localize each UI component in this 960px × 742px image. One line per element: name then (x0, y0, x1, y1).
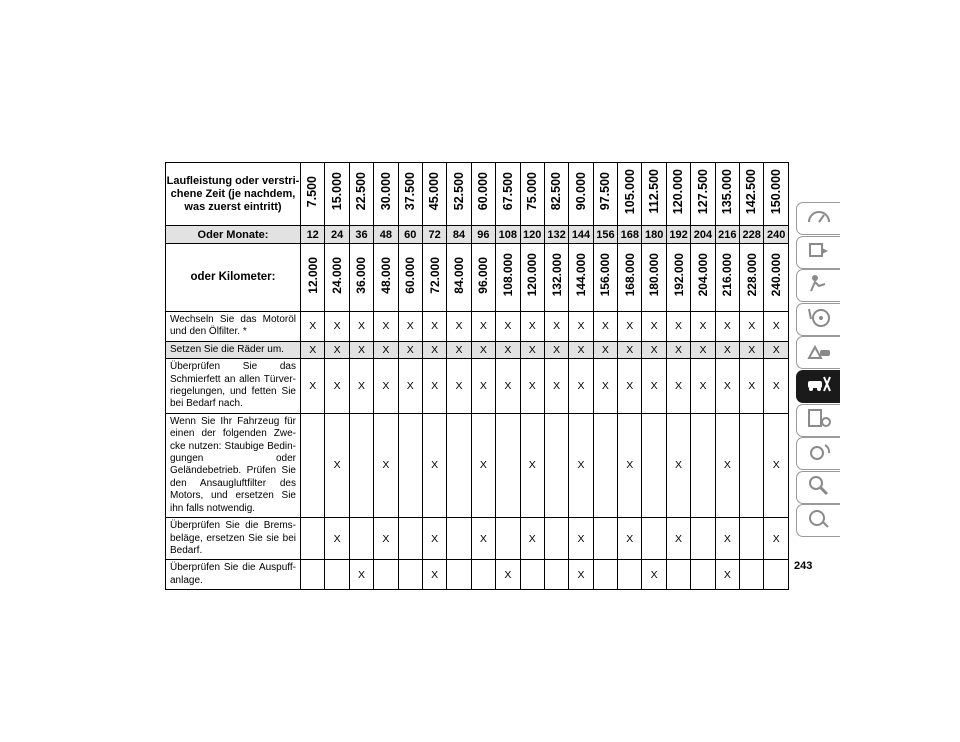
months-value: 96 (471, 226, 495, 244)
km-value: 60.000 (403, 256, 418, 294)
service-mark: X (398, 341, 422, 358)
table-row (166, 341, 789, 358)
chapter-tab-magnifier[interactable] (796, 471, 840, 504)
miles-header-cell (496, 163, 520, 226)
miles-header-cell (764, 163, 789, 226)
service-mark: X (422, 518, 446, 560)
miles-value: 120.000 (671, 168, 686, 215)
km-value: 204.000 (695, 253, 710, 297)
service-mark (544, 413, 568, 517)
page-number: 243 (794, 560, 813, 572)
service-mark: X (642, 312, 666, 342)
months-value: 216 (715, 226, 739, 244)
service-mark: X (764, 413, 789, 517)
service-mark: X (301, 312, 325, 342)
km-value: 192.000 (671, 253, 686, 297)
miles-header-cell (471, 163, 495, 226)
task-description: Überprüfen Sie das Schmierfett an allen Türver-riegelungen, und fetten Sie bei Bedarf nach. (166, 359, 301, 414)
service-mark (447, 413, 471, 517)
service-mark: X (471, 413, 495, 517)
km-value: 72.000 (427, 256, 442, 294)
service-mark: X (715, 413, 739, 517)
km-header-cell (520, 244, 544, 312)
service-mark (593, 413, 617, 517)
service-mark: X (715, 560, 739, 590)
service-mark: X (422, 312, 446, 342)
km-value: 108.000 (500, 253, 515, 297)
table-row (166, 518, 789, 560)
miles-header-row (166, 163, 789, 226)
miles-value: 127.500 (695, 168, 710, 215)
service-mark: X (325, 518, 349, 560)
service-mark: X (398, 312, 422, 342)
service-mark: X (764, 312, 789, 342)
table-row (166, 312, 789, 342)
table-row (166, 413, 789, 517)
km-value: 144.000 (573, 253, 588, 297)
service-mark: X (447, 341, 471, 358)
service-mark: X (764, 518, 789, 560)
service-mark: X (374, 341, 398, 358)
service-mark: X (691, 341, 715, 358)
miles-header-cell (569, 163, 593, 226)
steering-wheel-icon (805, 305, 833, 334)
chapter-tab-steering-wheel[interactable] (796, 303, 840, 336)
chapter-tabs (796, 202, 840, 538)
service-mark: X (666, 341, 690, 358)
km-value: 12.000 (305, 256, 320, 294)
months-value: 156 (593, 226, 617, 244)
service-mark (618, 560, 642, 590)
km-header-cell (764, 244, 789, 312)
service-mark: X (618, 341, 642, 358)
km-header-cell (349, 244, 373, 312)
service-mark: X (666, 359, 690, 414)
service-mark (349, 413, 373, 517)
magnifier-icon (805, 473, 833, 502)
language-icon (805, 506, 833, 535)
service-mark: X (422, 413, 446, 517)
task-description: Überprüfen Sie die Brems-beläge, ersetzen Sie sie bei Bedarf. (166, 518, 301, 560)
table-row (166, 560, 789, 590)
miles-header-cell (374, 163, 398, 226)
task-description: Wenn Sie Ihr Fahrzeug für einen der folgenden Zwe-cke nutzen: Staubige Bedin-gungen oder Geländebetrieb. Prüfen Sie den Ansaugluftfilter des Motors, und ersetzen Sie ihn falls notwendig. (166, 413, 301, 517)
km-header-cell (715, 244, 739, 312)
months-value: 228 (740, 226, 764, 244)
service-mark: X (618, 312, 642, 342)
miles-header-cell (520, 163, 544, 226)
service-mark (496, 413, 520, 517)
miles-header-cell (325, 163, 349, 226)
service-mark: X (520, 518, 544, 560)
km-header-cell (691, 244, 715, 312)
service-mark: X (715, 359, 739, 414)
service-mark: X (593, 359, 617, 414)
miles-value: 150.000 (768, 168, 783, 215)
service-mark: X (520, 312, 544, 342)
km-value: 180.000 (647, 253, 662, 297)
service-mark: X (544, 312, 568, 342)
km-header-cell (740, 244, 764, 312)
service-mark: X (569, 359, 593, 414)
service-mark: X (544, 341, 568, 358)
chapter-tab-warning-car[interactable] (796, 336, 840, 369)
warning-car-icon (805, 338, 833, 367)
months-value: 36 (349, 226, 373, 244)
service-mark: X (496, 312, 520, 342)
months-header-row (166, 226, 789, 244)
service-mark (447, 518, 471, 560)
km-value: 24.000 (330, 256, 345, 294)
service-mark (496, 518, 520, 560)
service-mark: X (422, 359, 446, 414)
miles-value: 75.000 (524, 172, 539, 211)
service-mark (740, 560, 764, 590)
km-header-cell (496, 244, 520, 312)
km-header-row (166, 244, 789, 312)
months-header-label: Oder Monate: (166, 226, 301, 244)
miles-value: 112.500 (646, 169, 661, 214)
service-mark (691, 518, 715, 560)
miles-value: 142.500 (744, 168, 759, 215)
service-mark (520, 560, 544, 590)
km-header-cell (642, 244, 666, 312)
miles-value: 15.000 (329, 172, 344, 211)
km-header-cell (447, 244, 471, 312)
miles-value: 67.500 (500, 172, 515, 211)
service-mark (398, 413, 422, 517)
service-mark (349, 518, 373, 560)
service-mark: X (569, 560, 593, 590)
service-mark (301, 518, 325, 560)
service-mark: X (715, 518, 739, 560)
km-header-cell (569, 244, 593, 312)
service-mark: X (325, 341, 349, 358)
miles-header-cell (642, 163, 666, 226)
miles-header-cell (544, 163, 568, 226)
chapter-tab-multimedia[interactable] (796, 437, 840, 470)
months-value: 132 (544, 226, 568, 244)
service-mark (301, 413, 325, 517)
km-header-cell (471, 244, 495, 312)
months-value: 12 (301, 226, 325, 244)
months-value: 240 (764, 226, 789, 244)
km-value: 84.000 (452, 256, 467, 294)
dashboard-icon (805, 204, 833, 233)
miles-header-cell (666, 163, 690, 226)
service-mark (398, 560, 422, 590)
service-mark: X (325, 359, 349, 414)
service-mark: X (764, 341, 789, 358)
service-mark: X (422, 560, 446, 590)
service-mark (740, 518, 764, 560)
service-mark (691, 560, 715, 590)
service-mark (593, 518, 617, 560)
service-mark: X (471, 359, 495, 414)
service-mark: X (325, 413, 349, 517)
service-mark: X (764, 359, 789, 414)
km-value: 240.000 (769, 253, 784, 297)
miles-header-cell (422, 163, 446, 226)
km-value: 96.000 (476, 256, 491, 294)
airbag-icon (805, 271, 833, 300)
service-mark: X (666, 312, 690, 342)
service-mark: X (740, 341, 764, 358)
service-mark: X (349, 560, 373, 590)
service-mark: X (569, 518, 593, 560)
service-mark (544, 560, 568, 590)
car-service-icon (805, 372, 833, 401)
service-mark (593, 560, 617, 590)
service-mark (447, 560, 471, 590)
service-mark (301, 560, 325, 590)
service-mark (544, 518, 568, 560)
km-value: 156.000 (598, 253, 613, 297)
km-value: 120.000 (525, 253, 540, 297)
miles-header-cell (691, 163, 715, 226)
service-mark: X (374, 518, 398, 560)
service-mark (642, 413, 666, 517)
months-value: 108 (496, 226, 520, 244)
miles-value: 60.000 (476, 172, 491, 211)
service-mark (764, 560, 789, 590)
miles-header-cell (447, 163, 471, 226)
service-mark: X (569, 413, 593, 517)
miles-header-cell (740, 163, 764, 226)
task-description: Setzen Sie die Räder um. (166, 341, 301, 358)
months-value: 48 (374, 226, 398, 244)
service-mark: X (544, 359, 568, 414)
service-mark: X (691, 359, 715, 414)
km-header-cell (618, 244, 642, 312)
months-value: 120 (520, 226, 544, 244)
service-mark: X (642, 359, 666, 414)
service-mark: X (618, 518, 642, 560)
miles-value: 82.500 (549, 172, 564, 211)
km-value: 216.000 (720, 253, 735, 297)
service-mark: X (666, 413, 690, 517)
task-description: Wechseln Sie das Motoröl und den Ölfilter. * (166, 312, 301, 342)
km-header-cell (593, 244, 617, 312)
chapter-tab-airbag[interactable] (796, 269, 840, 302)
km-header-cell (398, 244, 422, 312)
km-header-label: oder Kilometer: (166, 244, 301, 312)
miles-value: 52.500 (451, 172, 466, 211)
miles-header-cell (349, 163, 373, 226)
service-mark: X (642, 560, 666, 590)
service-mark: X (520, 413, 544, 517)
service-mark: X (496, 341, 520, 358)
miles-header-cell (398, 163, 422, 226)
miles-value: 135.000 (720, 168, 735, 215)
miles-value: 105.000 (622, 168, 637, 215)
months-value: 60 (398, 226, 422, 244)
miles-value: 45.000 (427, 172, 442, 211)
km-value: 36.000 (354, 256, 369, 294)
service-mark: X (471, 518, 495, 560)
miles-header-cell (301, 163, 325, 226)
chapter-tab-safety[interactable] (796, 236, 840, 269)
service-mark (691, 413, 715, 517)
service-mark: X (301, 341, 325, 358)
chapter-tab-car-service[interactable] (796, 370, 840, 403)
months-value: 72 (422, 226, 446, 244)
months-value: 24 (325, 226, 349, 244)
task-description: Überprüfen Sie die Auspuff-anlage. (166, 560, 301, 590)
months-value: 84 (447, 226, 471, 244)
service-mark: X (447, 359, 471, 414)
miles-value: 7.500 (305, 175, 320, 208)
miles-value: 30.000 (378, 172, 393, 211)
months-value: 192 (666, 226, 690, 244)
km-header-cell (374, 244, 398, 312)
km-header-cell (301, 244, 325, 312)
service-mark: X (496, 359, 520, 414)
service-mark: X (642, 341, 666, 358)
service-mark (740, 413, 764, 517)
service-mark: X (740, 359, 764, 414)
km-value: 48.000 (378, 256, 393, 294)
service-mark (374, 560, 398, 590)
miles-header-cell (618, 163, 642, 226)
service-mark: X (447, 312, 471, 342)
safety-icon (805, 238, 833, 267)
service-mark: X (349, 341, 373, 358)
chapter-tab-specifications[interactable] (796, 404, 840, 437)
multimedia-icon (805, 439, 833, 468)
service-mark (471, 560, 495, 590)
miles-value: 97.500 (598, 172, 613, 211)
service-mark: X (691, 312, 715, 342)
service-mark: X (496, 560, 520, 590)
service-mark: X (593, 312, 617, 342)
months-value: 144 (569, 226, 593, 244)
service-mark: X (520, 341, 544, 358)
service-mark: X (471, 312, 495, 342)
miles-value: 37.500 (403, 172, 417, 211)
service-mark: X (374, 359, 398, 414)
miles-header-cell (593, 163, 617, 226)
km-header-cell (544, 244, 568, 312)
months-value: 204 (691, 226, 715, 244)
service-mark: X (520, 359, 544, 414)
km-value: 228.000 (744, 253, 759, 297)
service-mark: X (471, 341, 495, 358)
service-mark: X (374, 312, 398, 342)
service-mark: X (349, 359, 373, 414)
service-mark: X (666, 518, 690, 560)
chapter-tab-language[interactable] (796, 504, 840, 537)
service-mark: X (569, 341, 593, 358)
months-value: 168 (618, 226, 642, 244)
service-mark: X (374, 413, 398, 517)
service-mark: X (398, 359, 422, 414)
km-header-cell (666, 244, 690, 312)
maintenance-schedule-table (165, 162, 789, 590)
km-header-cell (325, 244, 349, 312)
chapter-tab-dashboard[interactable] (796, 202, 840, 235)
service-mark: X (569, 312, 593, 342)
service-mark: X (715, 341, 739, 358)
table-row (166, 359, 789, 414)
service-mark: X (618, 359, 642, 414)
miles-header-cell (715, 163, 739, 226)
miles-value: 90.000 (573, 172, 588, 211)
service-mark: X (325, 312, 349, 342)
service-mark: X (715, 312, 739, 342)
mileage-header-label: Laufleistung oder verstri-chene Zeit (je nachdem, was zuerst eintritt) (166, 163, 301, 226)
service-mark (642, 518, 666, 560)
km-value: 132.000 (549, 253, 564, 297)
service-mark (666, 560, 690, 590)
service-mark: X (618, 413, 642, 517)
service-mark: X (740, 312, 764, 342)
service-mark (398, 518, 422, 560)
service-mark: X (422, 341, 446, 358)
service-mark (325, 560, 349, 590)
service-mark: X (593, 341, 617, 358)
specifications-icon (805, 406, 833, 435)
months-value: 180 (642, 226, 666, 244)
miles-value: 22.500 (354, 172, 369, 211)
service-mark: X (301, 359, 325, 414)
km-value: 168.000 (622, 253, 637, 297)
km-header-cell (422, 244, 446, 312)
service-mark: X (349, 312, 373, 342)
